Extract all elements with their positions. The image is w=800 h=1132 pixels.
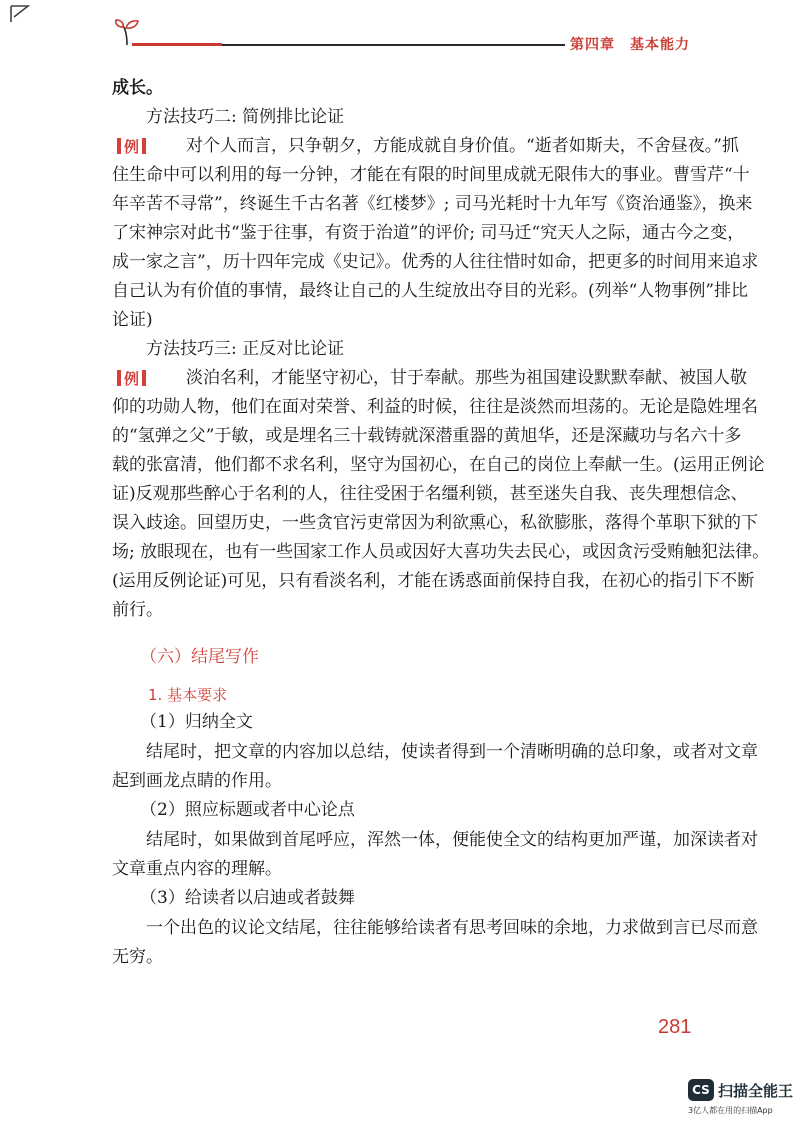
text-line: 文章重点内容的理解。 [112,859,282,879]
text-line: 的“氢弹之父”于敏，或是埋名三十载铸就深潜重器的黄旭华，还是深藏功与名六十多 [112,426,742,446]
page-number: 281 [658,1016,692,1038]
text-line: 住生命中可以利用的每一分钟，才能在有限的时间里成就无限伟大的事业。曹雪芹“十 [112,165,750,185]
text-line: 结尾时，如果做到首尾呼应，浑然一体，便能使全文的结构更加严谨，加深读者对 [146,830,758,850]
text-line: 结尾时，把文章的内容加以总结，使读者得到一个清晰明确的总印象，或者对文章 [146,742,758,762]
text-line: 对个人而言，只争朝夕，方能成就自身价值。“逝者如斯夫，不舍昼夜。”抓 [186,136,739,156]
subsection-title: 1. 基本要求 [148,686,228,704]
item-title: （1）归纳全文 [140,712,253,732]
text-line: 证)反观那些醉心于名利的人，往往受困于名缰利锁，甚至迷失自我、丧失理想信念、 [112,484,748,504]
text-line: 无穷。 [112,947,163,967]
scanner-tagline: 3亿人都在用的扫描App [688,1106,773,1115]
sprout-icon [114,18,140,46]
method3-title: 方法技巧三: 正反对比论证 [146,339,345,359]
example-tag: 例 [114,368,149,389]
corner-flag-icon [10,5,30,23]
text-line: 了宋神宗对此书“鉴于往事，有资于治道”的评价; 司马迁“究天人之际，通古今之变， [112,223,745,243]
text-line: (运用反例论证)可见，只有看淡名利，才能在诱惑面前保持自我，在初心的指引下不断 [112,571,755,591]
method2-title: 方法技巧二: 简例排比论证 [146,107,345,127]
text-line: 误入歧途。回望历史，一些贪官污吏常因为利欲熏心，私欲膨胀，落得个革职下狱的下 [112,513,758,533]
text-line: 载的张富清，他们都不求名利，坚守为国初心，在自己的岗位上奉献一生。(运用正例论 [112,455,765,475]
text-line: 成长。 [112,78,163,98]
text-line: 前行。 [112,600,163,620]
text-line: 年辛苦不寻常”，终诞生千古名著《红楼梦》; 司马光耗时十九年写《资治通鉴》，换来 [112,194,753,214]
item-title: （3）给读者以启迪或者鼓舞 [140,888,355,908]
scanner-logo [688,1079,793,1101]
text-line: 场; 放眼现在，也有一些国家工作人员或因好大喜功失去民心，或因贪污受贿触犯法律。 [112,542,770,562]
text-line: 起到画龙点睛的作用。 [112,771,282,791]
text-line: 淡泊名利，才能坚守初心，甘于奉献。那些为祖国建设默默奉献、被国人敬 [186,368,747,388]
text-line: 成一家之言”，历十四年完成《史记》。优秀的人往往惜时如命，把更多的时间用来追求 [112,252,759,272]
example-tag: 例 [114,136,149,157]
text-line: 仰的功勋人物，他们在面对荣誉、利益的时候，往往是淡然而坦荡的。无论是隐姓埋名 [112,397,758,417]
text-line: 论证) [112,310,153,330]
scanner-name: 扫描全能王 [718,1081,794,1100]
chapter-title: 第四章 基本能力 [570,37,690,53]
item-title: （2）照应标题或者中心论点 [140,800,355,820]
text-line: 自己认为有价值的事情，最终让自己的人生绽放出夺目的光彩。(列举“人物事例”排比 [112,281,749,301]
scanner-badge-icon: CS [688,1079,714,1101]
header-rule-accent [132,43,222,46]
text-line: 一个出色的议论文结尾，往往能够给读者有思考回味的余地，力求做到言已尽而意 [146,918,758,938]
section-title: （六）结尾写作 [140,647,259,667]
